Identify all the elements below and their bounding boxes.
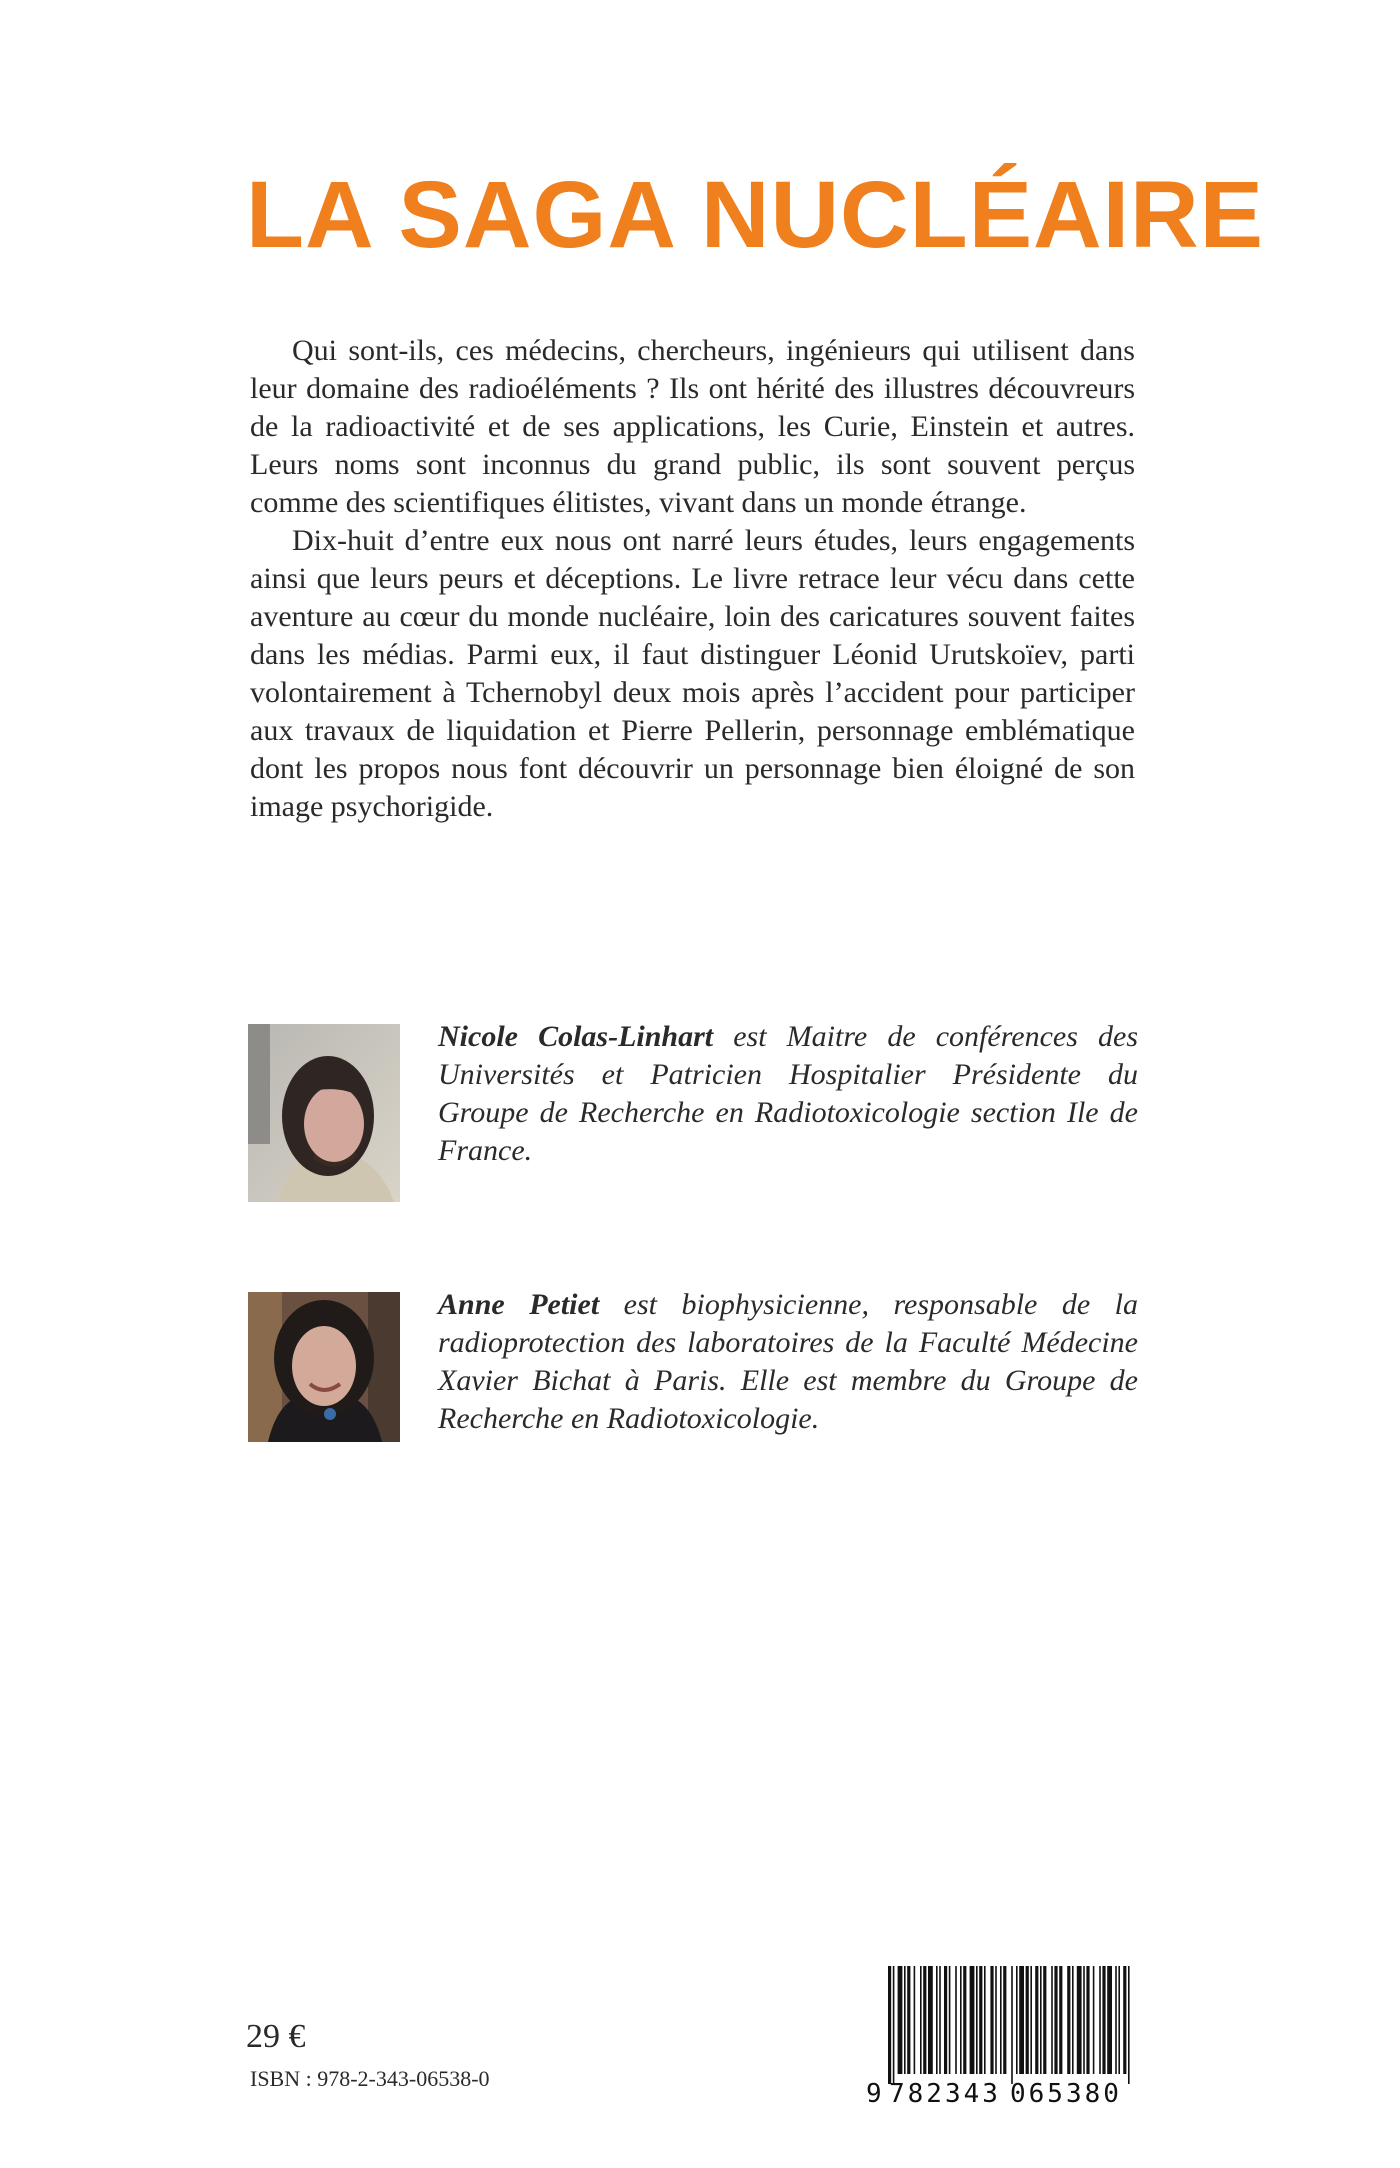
back-cover-blurb xyxy=(250,332,1135,826)
barcode-bar xyxy=(1016,1966,1018,2074)
barcode-bar xyxy=(923,1966,926,2074)
barcode-bar xyxy=(1051,1966,1053,2074)
isbn: ISBN : 978-2-343-06538-0 xyxy=(250,2066,490,2091)
barcode-bar xyxy=(1118,1966,1120,2074)
barcode-bar xyxy=(904,1966,906,2074)
barcode-bar xyxy=(1099,1966,1101,2074)
author-photo-anne xyxy=(248,1292,400,1442)
barcode-bar xyxy=(939,1966,941,2074)
author-photo-nicole xyxy=(248,1024,400,1202)
barcode-bar xyxy=(960,1966,962,2074)
blurb-paragraph: Qui sont-ils, ces médecins, chercheurs, ingénieurs qui utilisent dans leur domaine des radioéléments ? Ils ont hérité des illustres découvreurs de la radioactivité et de ses applications, les Curie, Einstein et autres. Leurs noms sont inconnus du grand public, ils sont souvent perçus comme des scientifiques élitistes, vivant dans un monde étrange. xyxy=(250,334,1135,519)
barcode-bar xyxy=(1003,1966,1006,2074)
barcode-bar xyxy=(995,1966,997,2074)
barcode-bar xyxy=(914,1966,916,2074)
barcode-bar xyxy=(1059,1966,1062,2074)
price: 29 € xyxy=(246,2018,306,2055)
barcode-bar xyxy=(1030,1966,1032,2074)
blurb-paragraph: Dix-huit d’entre eux nous ont narré leurs études, leurs engagements ainsi que leurs peurs et déceptions. Le livre retrace leur vécu dans cette aventure au cœur du monde nucléaire, loin des caricatures souvent faites dans les médias. Parmi eux, il faut distinguer Léonid Urutskoïev, parti volontairement à Tchernobyl deux mois après l’accident pour participer aux travaux de liquidation et Pierre Pellerin, personnage emblématique dont les propos nous font découvrir un personnage bien éloigné de son image psychorigide. xyxy=(250,524,1135,823)
book-title: LA SAGA NUCLÉAIRE xyxy=(246,162,1265,268)
barcode-digit-first: 9 xyxy=(866,2079,882,2106)
barcode-bar xyxy=(936,1966,938,2074)
barcode-bar xyxy=(970,1966,975,2074)
barcode-bar xyxy=(898,1966,903,2074)
author-bio-text: est biophysicienne, responsable de la radioprotection des laboratoires de la Faculté Médecine Xavier Bichat à Paris. Elle est membre du Groupe de Recherche en Radiotoxicologie. xyxy=(438,1288,1139,1435)
barcode-bar xyxy=(1093,1966,1095,2074)
author-bio-nicole xyxy=(438,1018,1138,1170)
barcode-bar xyxy=(955,1966,957,2074)
barcode-digits-right: 065380 xyxy=(1010,2079,1122,2106)
barcode-bar xyxy=(1000,1966,1002,2074)
author-name: Anne Petiet xyxy=(438,1288,600,1321)
barcode-bar xyxy=(920,1966,922,2074)
barcode-bar xyxy=(990,1966,993,2074)
author-bio-anne xyxy=(438,1286,1138,1438)
barcode-digits-left: 782343 xyxy=(889,2079,1001,2106)
isbn-barcode xyxy=(862,1964,1136,2106)
barcode-bar xyxy=(1123,1966,1126,2074)
barcode-bar xyxy=(1067,1966,1070,2074)
barcode-bar xyxy=(949,1966,951,2074)
barcode-bar xyxy=(984,1966,986,2074)
barcode-bar xyxy=(1011,1966,1013,2084)
barcode-bar xyxy=(1035,1966,1038,2074)
author-block-anne xyxy=(248,1286,1138,1446)
barcode-bar xyxy=(1086,1966,1089,2074)
barcode-bar xyxy=(1040,1966,1042,2074)
barcode-bar xyxy=(979,1966,982,2074)
barcode-bar xyxy=(1072,1966,1074,2074)
barcode-bar xyxy=(1054,1966,1057,2074)
barcode-bar xyxy=(1043,1966,1046,2074)
author-bio-text: est Maitre de conférences des Universités et Patricien Hospitalier Présidente du Groupe de Recherche en Radiotoxicologie section Ile de France. xyxy=(438,1020,1138,1167)
barcode-bar xyxy=(1128,1966,1130,2084)
barcode-bar xyxy=(1026,1966,1029,2074)
barcode-bar xyxy=(1102,1966,1105,2074)
barcode-bar xyxy=(1115,1966,1117,2074)
barcode-bar xyxy=(1083,1966,1085,2074)
barcode-bar xyxy=(1077,1966,1082,2074)
barcode-bar xyxy=(893,1966,895,2084)
barcode-bar xyxy=(1107,1966,1112,2074)
author-name: Nicole Colas-Linhart xyxy=(438,1020,714,1053)
barcode-bar xyxy=(963,1966,966,2074)
barcode-bar xyxy=(888,1966,891,2084)
barcode-bar xyxy=(976,1966,978,2074)
barcode-bar xyxy=(928,1966,933,2074)
barcode-bar xyxy=(1019,1966,1024,2074)
barcode-bar xyxy=(944,1966,947,2074)
barcode-bar xyxy=(907,1966,910,2074)
author-block-nicole xyxy=(248,1018,1138,1204)
